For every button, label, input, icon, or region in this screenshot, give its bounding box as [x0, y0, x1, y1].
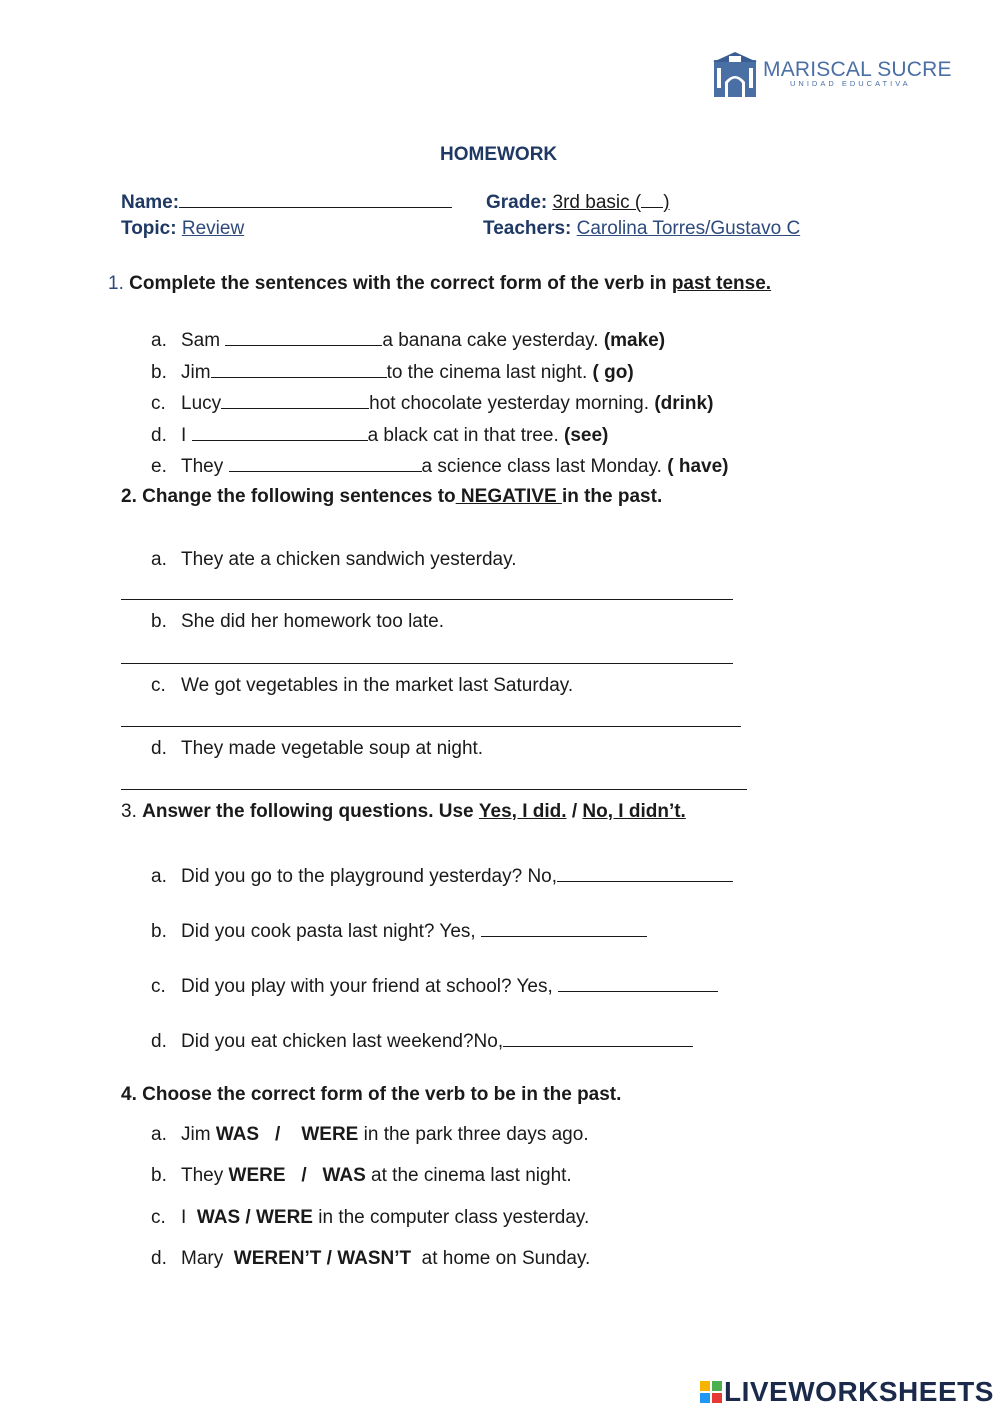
- list-item: e. They a science class last Monday. ( have): [151, 456, 729, 477]
- grade-row: [486, 190, 670, 214]
- list-item: a. Did you go to the playground yesterday? No,: [151, 864, 733, 888]
- verb-choice[interactable]: WERE / WAS: [228, 1165, 366, 1186]
- list-item: a. Jim WAS / WERE in the park three days ago.: [151, 1124, 589, 1145]
- section3-instruction: 3. Answer the following questions. Use Yes, I did. / No, I didn’t.: [121, 801, 686, 822]
- name-label: Name:: [121, 192, 180, 213]
- section4-instruction: 4. Choose the correct form of the verb to be in the past.: [121, 1084, 622, 1105]
- teachers-value: Carolina Torres/Gustavo C: [576, 218, 801, 239]
- section1-number: 1.: [108, 273, 124, 294]
- answer-line[interactable]: [121, 789, 747, 790]
- list-item: b. She did her homework too late.: [151, 611, 444, 632]
- answer-blank[interactable]: [503, 1029, 693, 1047]
- list-item: a. They ate a chicken sandwich yesterday.: [151, 549, 517, 570]
- answer-blank[interactable]: [221, 391, 369, 409]
- answer-blank[interactable]: [225, 328, 382, 346]
- answer-blank[interactable]: [481, 919, 647, 937]
- list-item: d. Mary WEREN’T / WASN’T at home on Sunday.: [151, 1248, 591, 1269]
- list-item: b. They WERE / WAS at the cinema last night.: [151, 1165, 572, 1186]
- verb-choice[interactable]: WAS / WERE: [196, 1207, 313, 1228]
- liveworksheets-logo-icon: [700, 1381, 722, 1403]
- list-item: b. Jim to the cinema last night. ( go): [151, 362, 634, 383]
- topic-row: [121, 218, 244, 240]
- teachers-label: Teachers:: [483, 218, 572, 239]
- school-subtitle: UNIDAD EDUCATIVA: [790, 79, 911, 88]
- grade-value-a: 3rd basic (: [552, 192, 642, 213]
- answer-blank[interactable]: [557, 864, 733, 882]
- answer-blank[interactable]: [211, 360, 387, 378]
- name-row: [121, 190, 452, 214]
- list-item: d. They made vegetable soup at night.: [151, 738, 484, 759]
- grade-value-b: ): [663, 192, 670, 213]
- list-item: c. We got vegetables in the market last Saturday.: [151, 675, 574, 696]
- answer-line[interactable]: [121, 663, 733, 664]
- verb-choice[interactable]: WAS / WERE: [215, 1124, 359, 1145]
- school-name: MARISCAL SUCRE: [763, 58, 952, 81]
- topic-label: Topic:: [121, 218, 177, 239]
- grade-label: Grade:: [486, 192, 548, 213]
- liveworksheets-brand: LIVEWORKSHEETS: [724, 1376, 994, 1407]
- list-item: c. Did you play with your friend at school? Yes,: [151, 974, 718, 998]
- answer-blank[interactable]: [192, 423, 368, 441]
- list-item: b. Did you cook pasta last night? Yes,: [151, 919, 647, 943]
- topic-value: Review: [181, 218, 245, 239]
- section2-instruction: 2. Change the following sentences to NEGATIVE in the past.: [121, 486, 663, 507]
- school-building-icon: [713, 52, 757, 98]
- verb-choice[interactable]: WEREN’T / WASN’T: [233, 1248, 412, 1269]
- list-item: d. I a black cat in that tree. (see): [151, 425, 609, 446]
- list-item: c. I WAS / WERE in the computer class yesterday.: [151, 1207, 590, 1228]
- answer-line[interactable]: [121, 599, 733, 600]
- answer-blank[interactable]: [558, 974, 718, 992]
- answer-line[interactable]: [121, 726, 741, 727]
- answer-blank[interactable]: [229, 454, 422, 472]
- list-item: c. Lucy hot chocolate yesterday morning. (drink): [151, 393, 714, 414]
- teachers-row: [483, 218, 800, 240]
- page-title: HOMEWORK: [440, 144, 558, 165]
- section1-instruction: 1. Complete the sentences with the correct form of the verb in past tense.: [108, 273, 772, 294]
- list-item: a. Sam a banana cake yesterday. (make): [151, 330, 666, 351]
- name-blank[interactable]: [179, 190, 452, 208]
- list-item: d. Did you eat chicken last weekend?No,: [151, 1029, 693, 1053]
- grade-blank[interactable]: [641, 190, 663, 208]
